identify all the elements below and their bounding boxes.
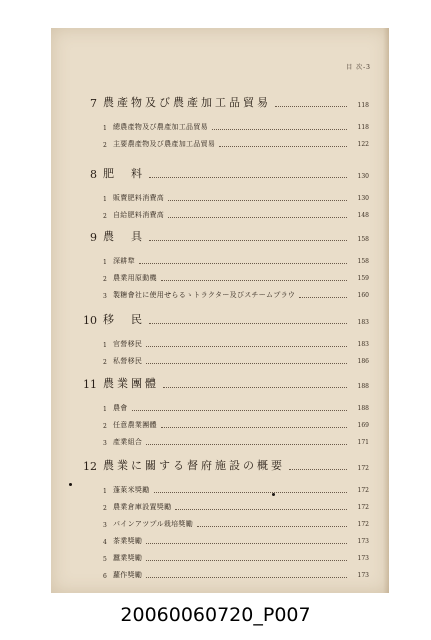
item-number: 1 xyxy=(103,196,107,203)
item-number: 2 xyxy=(103,359,107,366)
dot-leader xyxy=(146,345,347,347)
dot-leader xyxy=(175,508,347,510)
section-title: 農產物及び農產加工品貿易 xyxy=(103,96,271,109)
item-number: 2 xyxy=(103,276,107,283)
toc-section-row xyxy=(77,313,369,327)
dot-leader xyxy=(139,262,347,264)
item-number: 1 xyxy=(103,259,107,266)
image-caption: 20060060720_P007 xyxy=(120,604,311,626)
item-number: 4 xyxy=(103,539,107,546)
toc-item-row xyxy=(103,420,369,430)
toc-item-row xyxy=(103,122,369,132)
item-title: 蘿作獎勵 xyxy=(113,571,143,579)
page-number: 159 xyxy=(357,275,369,282)
item-title: 蓬萊米獎勵 xyxy=(113,486,150,494)
page-number: 160 xyxy=(357,292,369,299)
item-title: 深耕犂 xyxy=(113,257,135,265)
page-number: 188 xyxy=(357,383,369,390)
dot-leader xyxy=(149,322,347,324)
page-number: 158 xyxy=(357,258,369,265)
page-number: 188 xyxy=(357,405,369,412)
section-title: 農業團體 xyxy=(103,377,159,390)
item-number: 1 xyxy=(103,488,107,495)
dot-leader xyxy=(289,468,347,470)
item-number: 2 xyxy=(103,423,107,430)
toc-item-row xyxy=(103,553,369,563)
dot-leader xyxy=(146,576,347,578)
section-number: 10 xyxy=(83,314,97,327)
item-title: 農業倉庫設置獎勵 xyxy=(113,503,172,511)
item-title: 農業用原動機 xyxy=(113,274,157,282)
page-number: 183 xyxy=(357,319,369,326)
section-title: 農業に關する督府施設の概要 xyxy=(103,459,285,472)
toc-item-row xyxy=(103,519,369,529)
dot-leader xyxy=(275,105,347,107)
dot-leader xyxy=(149,176,347,178)
dot-leader xyxy=(163,386,347,388)
page-number: 172 xyxy=(357,487,369,494)
page-number: 173 xyxy=(357,538,369,545)
toc-item-row xyxy=(103,193,369,203)
item-number: 2 xyxy=(103,213,107,220)
item-title: パインアツプル栽培獎勵 xyxy=(113,520,194,528)
toc-section-row xyxy=(77,459,369,473)
toc-item-row xyxy=(103,356,369,366)
section-number: 8 xyxy=(90,168,97,181)
item-number: 2 xyxy=(103,505,107,512)
dot-leader xyxy=(161,279,347,281)
page-number: 169 xyxy=(357,422,369,429)
item-number: 1 xyxy=(103,125,107,132)
toc-item-row xyxy=(103,290,369,300)
item-number: 2 xyxy=(103,142,107,149)
dot-leader xyxy=(161,426,347,428)
page-header: 目 次-3 xyxy=(346,64,371,71)
toc-item-row xyxy=(103,502,369,512)
table-of-contents xyxy=(51,28,389,593)
item-number: 3 xyxy=(103,293,107,300)
page-number: 158 xyxy=(357,236,369,243)
item-title: 主要農產物及び農產加工品貿易 xyxy=(113,140,216,148)
dot-leader xyxy=(168,216,347,218)
ink-spot xyxy=(272,493,275,496)
item-title: 茶業獎勵 xyxy=(113,537,143,545)
page-number: 173 xyxy=(357,555,369,562)
dot-leader xyxy=(197,525,347,527)
dot-leader xyxy=(219,145,347,147)
section-number: 12 xyxy=(83,460,97,473)
page-number: 186 xyxy=(357,358,369,365)
item-title: 任意農業團體 xyxy=(113,421,157,429)
item-title: 官營移民 xyxy=(113,340,143,348)
page-number: 172 xyxy=(357,465,369,472)
page-number: 130 xyxy=(357,173,369,180)
section-number: 7 xyxy=(90,97,97,110)
item-number: 5 xyxy=(103,556,107,563)
item-number: 3 xyxy=(103,522,107,529)
dot-leader xyxy=(132,409,347,411)
toc-item-row xyxy=(103,139,369,149)
item-number: 6 xyxy=(103,573,107,580)
page-number: 183 xyxy=(357,341,369,348)
dot-leader xyxy=(146,559,347,561)
toc-item-row xyxy=(103,256,369,266)
page-number: 118 xyxy=(357,124,369,131)
item-title: 總農產物及び農產加工品貿易 xyxy=(113,123,208,131)
dot-leader xyxy=(146,362,347,364)
page-number: 148 xyxy=(357,212,369,219)
toc-section-row xyxy=(77,96,369,110)
toc-item-row xyxy=(103,273,369,283)
item-title: 私營移民 xyxy=(113,357,143,365)
page-number: 173 xyxy=(357,572,369,579)
page-number: 171 xyxy=(357,439,369,446)
section-title: 農 具 xyxy=(103,230,145,243)
dot-leader xyxy=(154,491,348,493)
item-number: 3 xyxy=(103,440,107,447)
item-title: 產業組合 xyxy=(113,438,143,446)
toc-item-row xyxy=(103,437,369,447)
toc-item-row xyxy=(103,403,369,413)
document-page xyxy=(51,28,389,593)
section-title: 移 民 xyxy=(103,313,145,326)
toc-item-row xyxy=(103,339,369,349)
dot-leader xyxy=(299,296,347,298)
dot-leader xyxy=(146,443,347,445)
dot-leader xyxy=(212,128,347,130)
toc-section-row xyxy=(77,230,369,244)
item-number: 1 xyxy=(103,406,107,413)
toc-item-row xyxy=(103,536,369,546)
toc-section-row xyxy=(77,377,369,391)
page-number: 130 xyxy=(357,195,369,202)
section-number: 9 xyxy=(90,231,97,244)
dot-leader xyxy=(168,199,347,201)
item-title: 製糖會社に使用せらるゝトラクター及びスチームプラウ xyxy=(113,291,296,299)
item-title: 販賣肥料消費高 xyxy=(113,194,165,202)
item-title: 自給肥料消費高 xyxy=(113,211,165,219)
section-number: 11 xyxy=(83,378,97,391)
item-number: 1 xyxy=(103,342,107,349)
dot-leader xyxy=(146,542,347,544)
item-title: 蠶業獎勵 xyxy=(113,554,143,562)
toc-section-row xyxy=(77,167,369,181)
dot-leader xyxy=(149,239,347,241)
page-number: 122 xyxy=(357,141,369,148)
toc-item-row xyxy=(103,210,369,220)
section-title: 肥 料 xyxy=(103,167,145,180)
page-number: 172 xyxy=(357,521,369,528)
page-number: 172 xyxy=(357,504,369,511)
page-number: 118 xyxy=(357,102,369,109)
toc-item-row xyxy=(103,570,369,580)
ink-spot xyxy=(69,483,72,486)
item-title: 農會 xyxy=(113,404,128,412)
toc-item-row xyxy=(103,485,369,495)
